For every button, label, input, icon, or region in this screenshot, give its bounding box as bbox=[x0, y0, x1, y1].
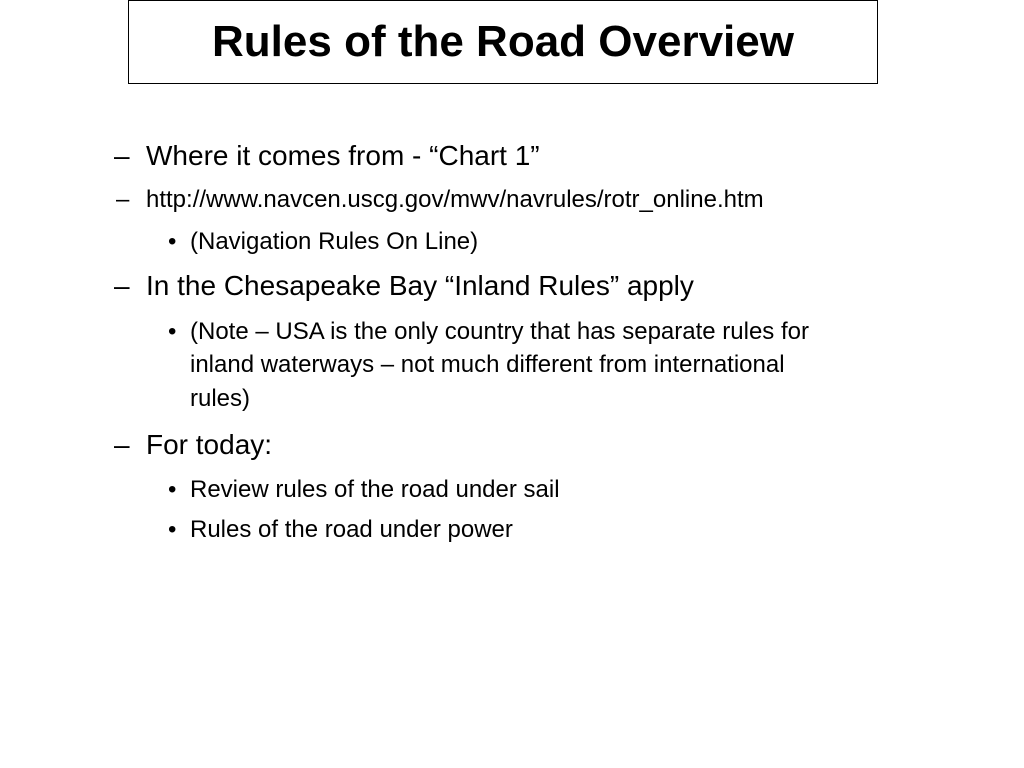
list-item-for-today: For today: bbox=[146, 429, 273, 460]
list-item-note-line-1: (Note – USA is the only country that has separate rules for bbox=[190, 318, 809, 345]
list-item-note-line-2: inland waterways – not much different from international bbox=[190, 351, 785, 378]
dash-marker: – bbox=[114, 270, 130, 301]
slide-title: Rules of the Road Overview bbox=[212, 17, 794, 66]
bullet-marker: • bbox=[168, 318, 177, 345]
list-item-power: Rules of the road under power bbox=[190, 516, 513, 543]
bullet-marker: • bbox=[168, 476, 177, 503]
dash-marker: – bbox=[114, 140, 130, 171]
list-item-note-line-3: rules) bbox=[190, 385, 251, 412]
list-item-sail: Review rules of the road under sail bbox=[190, 476, 560, 503]
dash-marker: – bbox=[114, 429, 130, 460]
list-item-source: Where it comes from - “Chart 1” bbox=[146, 140, 540, 171]
list-item-navigation-rules: (Navigation Rules On Line) bbox=[190, 228, 479, 255]
title-box bbox=[128, 0, 878, 84]
bullet-marker: • bbox=[168, 228, 177, 255]
bullet-marker: • bbox=[168, 516, 177, 543]
list-item-url: http://www.navcen.uscg.gov/mwv/navrules/rotr_online.htm bbox=[146, 186, 764, 213]
list-item-inland-rules: In the Chesapeake Bay “Inland Rules” apply bbox=[146, 270, 694, 301]
dash-marker: – bbox=[116, 186, 130, 213]
